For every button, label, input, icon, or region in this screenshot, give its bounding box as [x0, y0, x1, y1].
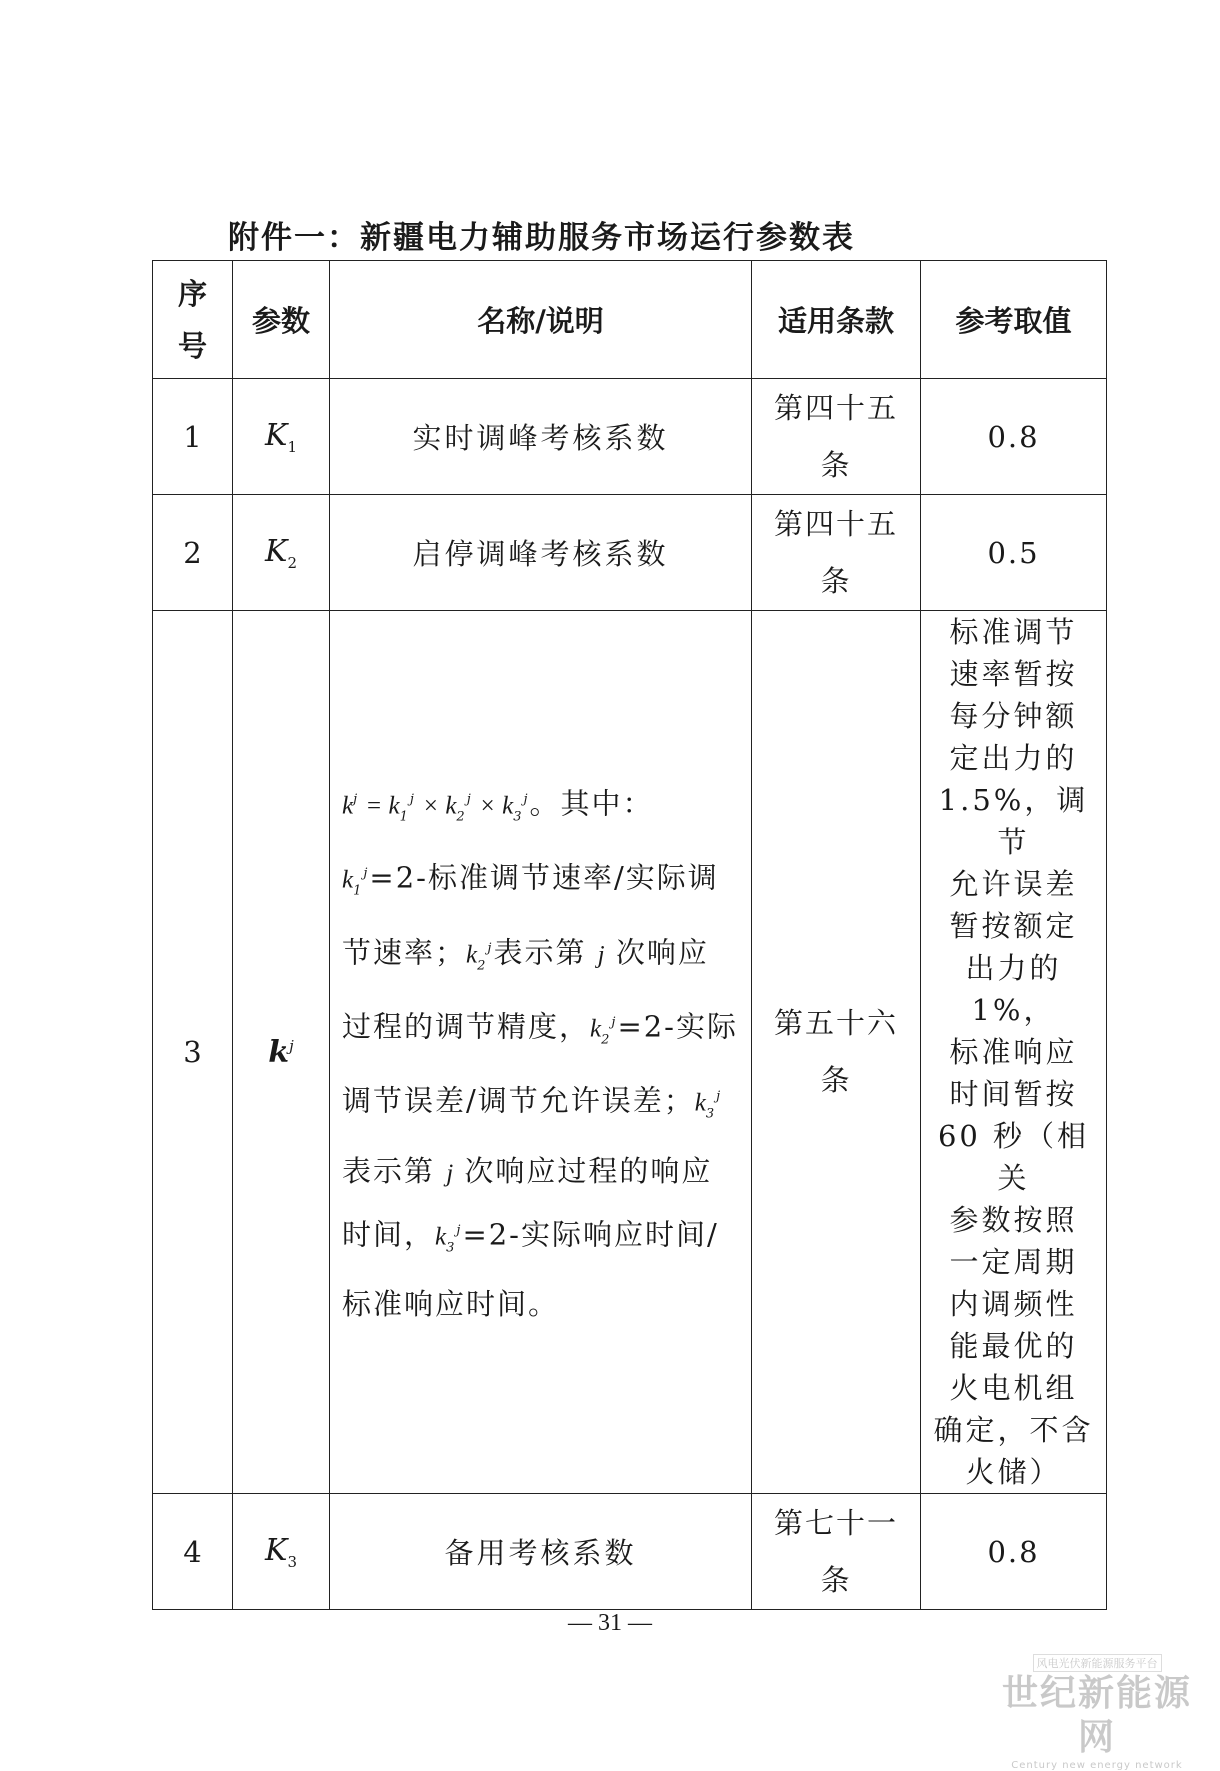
row-value: 0.8	[921, 379, 1107, 495]
row-name: 启停调峰考核系数	[330, 495, 752, 611]
row-clause: 第四十五 条	[752, 495, 921, 611]
header-clause: 适用条款	[752, 261, 921, 379]
table-row	[153, 611, 1107, 1494]
document-title: 附件一：新疆电力辅助服务市场运行参数表	[228, 220, 855, 256]
watermark-subtitle: Century new energy network	[1011, 1760, 1183, 1771]
row-name: 实时调峰考核系数	[330, 379, 752, 495]
row-param-symbol: $K_1$	[233, 379, 330, 495]
watermark-logo	[992, 1652, 1202, 1771]
row-seq: 1	[153, 379, 233, 495]
row-value: 0.8	[921, 1494, 1107, 1610]
table-row	[153, 1494, 1107, 1610]
header-param: 参数	[233, 261, 330, 379]
watermark-tagline: 风电光伏新能源服务平台	[1033, 1654, 1162, 1672]
row-param-symbol: $k^j$	[233, 611, 330, 1494]
header-name: 名称/说明	[330, 261, 752, 379]
table-header-row	[153, 261, 1107, 379]
row-seq: 2	[153, 495, 233, 611]
row-clause: 第七十一 条	[752, 1494, 921, 1610]
row-value: 标准调节 速率暂按 每分钟额 定出力的 1.5%，调节 允许误差 暂按额定 出力的 1%， 标准响应 时间暂按 60 秒（相关 参数按照 一定周期 内调频性 能最优的 火电机组 确定，不含 火储）	[921, 611, 1107, 1494]
parameter-table	[152, 260, 1107, 1610]
row-name: 备用考核系数	[330, 1494, 752, 1610]
row-value: 0.5	[921, 495, 1107, 611]
table-row	[153, 379, 1107, 495]
page-number: — 31 —	[568, 1610, 652, 1636]
row-param-symbol: $K_3$	[233, 1494, 330, 1610]
row-clause: 第四十五 条	[752, 379, 921, 495]
watermark-name: 世纪新能源网	[1001, 1673, 1192, 1758]
header-value: 参考取值	[921, 261, 1107, 379]
table-row	[153, 495, 1107, 611]
row-clause: 第五十六 条	[752, 611, 921, 1494]
row-param-symbol: $K_2$	[233, 495, 330, 611]
row-description: $k^j = k_1^j \times k_2^j \times k_3^j$。其中：$k_1^j=2-$标准调节速率/实际调节速率；$k_2^j$表示第 j 次响应过程的调节精度，$k_2^j=2-$实际调节误差/调节允许误差；$k_3^j$表示第 j 次响应过程的响应时间，$k_3^j=2-$实际响应时间/标准响应时间。	[330, 611, 752, 1494]
header-seq: 序 号	[153, 261, 233, 379]
row-seq: 3	[153, 611, 233, 1494]
row-seq: 4	[153, 1494, 233, 1610]
